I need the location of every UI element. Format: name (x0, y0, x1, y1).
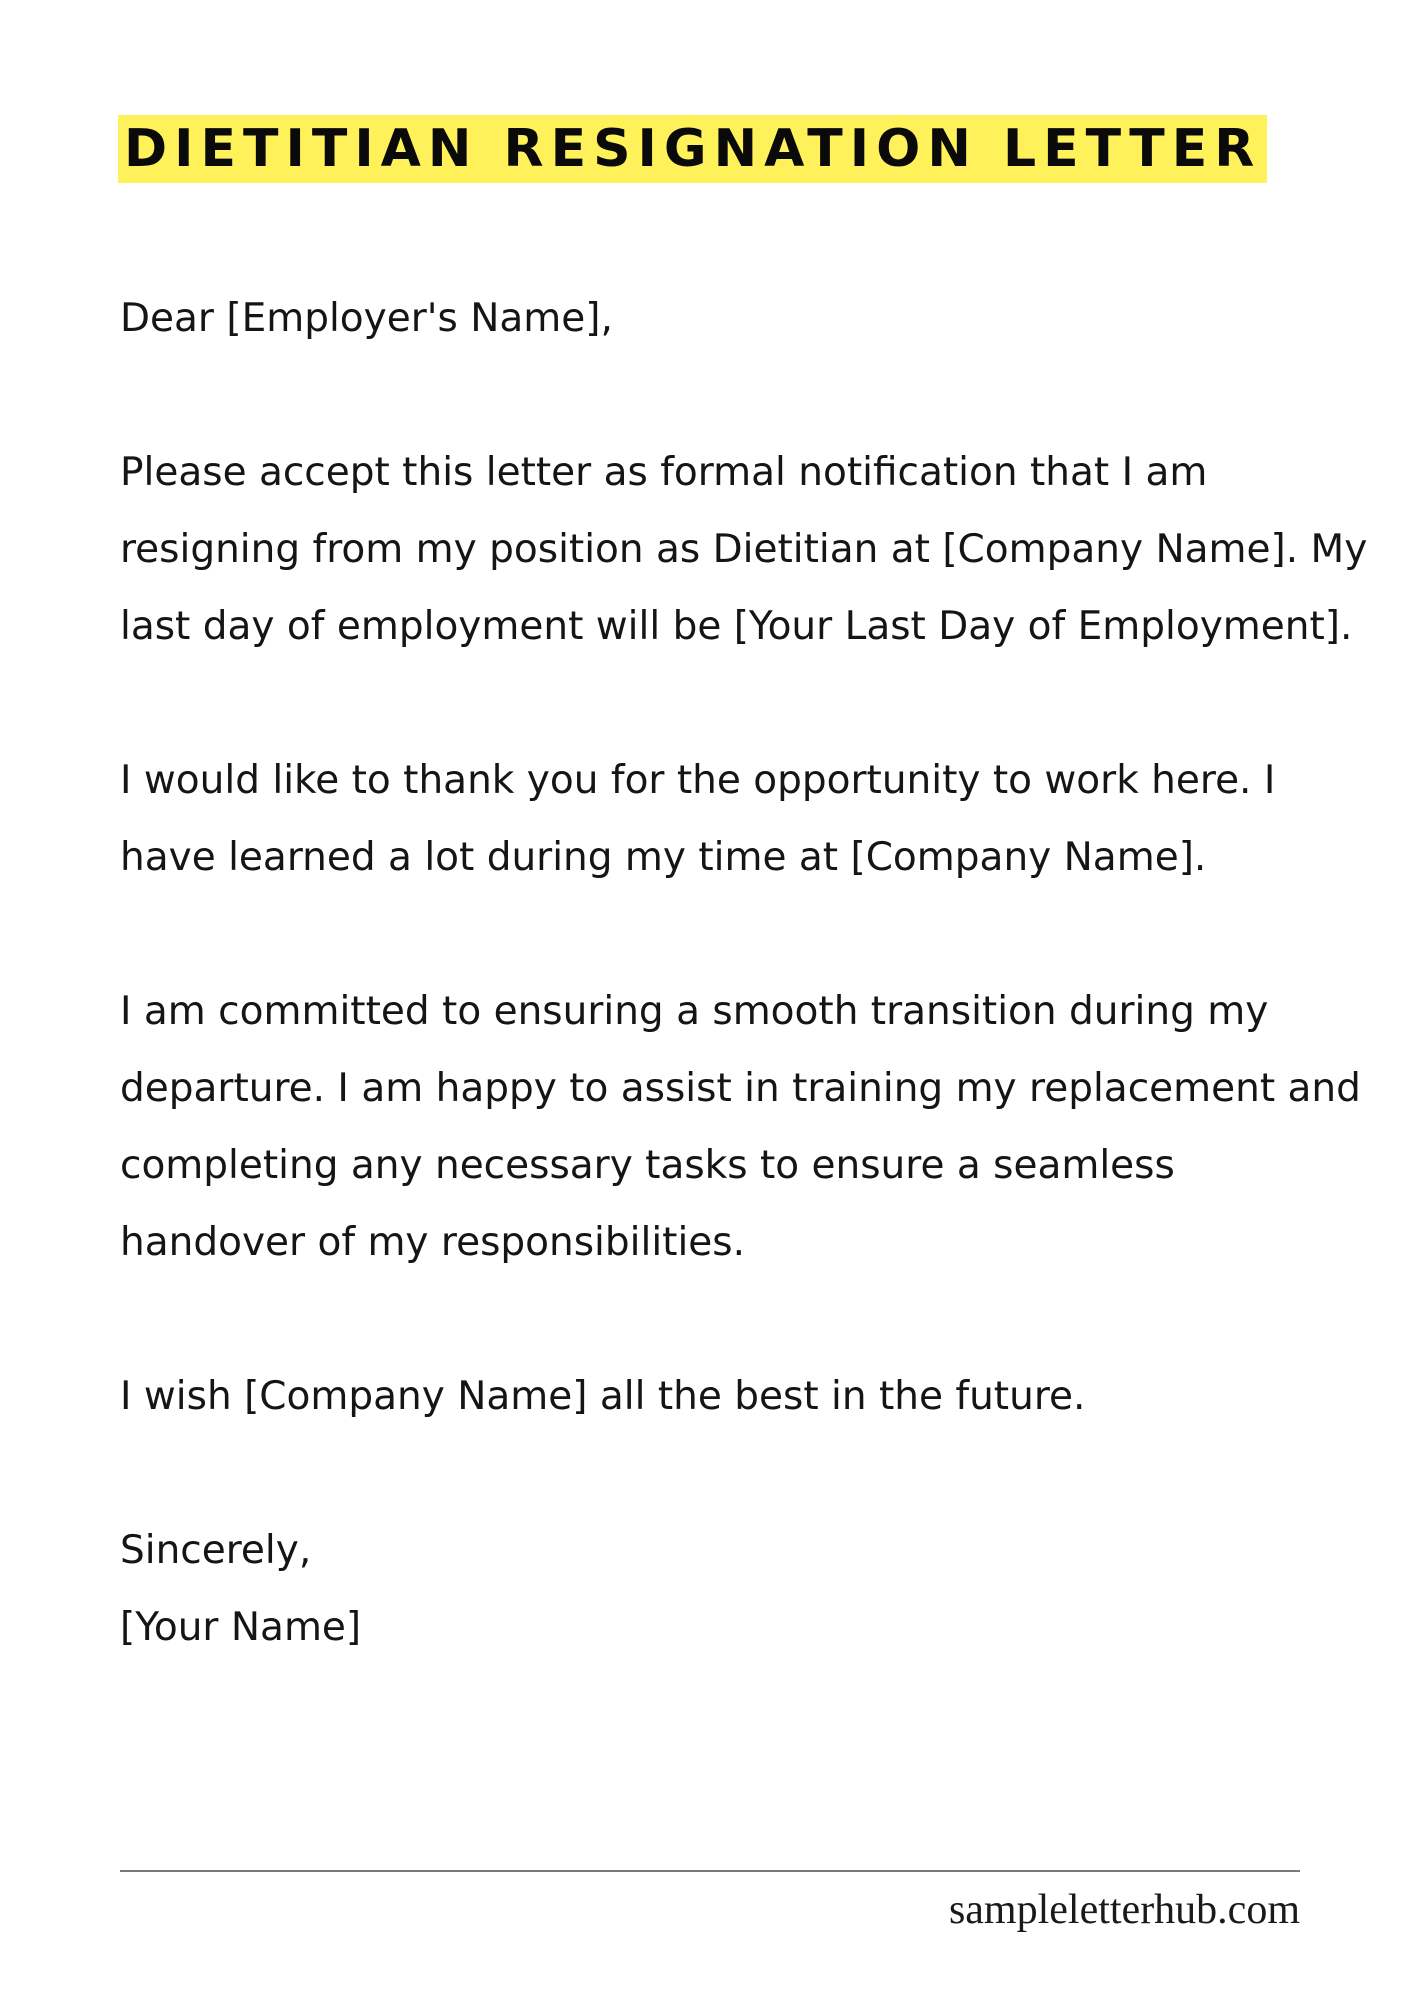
paragraph-notification: Please accept this letter as formal notification that I am resigning from my position as Dietitian at [Company Name]. My last day of employment will be [Your Last Day of Employment]. (120, 450, 1368, 649)
salutation: Dear [Employer's Name], (120, 296, 613, 341)
paragraph-thanks: I would like to thank you for the opportunity to work here. I have learned a lot during my time at [Company Name]. (120, 758, 1276, 880)
footer-website: sampleletterhub.com (948, 1887, 1300, 1933)
page-title: DIETITIAN RESIGNATION LETTER (124, 119, 1262, 179)
signature-name: [Your Name] (120, 1605, 362, 1650)
footer-divider (120, 1870, 1300, 1872)
paragraph-transition: I am committed to ensuring a smooth transition during my departure. I am happy to assist in training my replacement and completing any necessary tasks to ensure a seamless handover of my responsibilities. (120, 989, 1361, 1265)
paragraph-wishes: I wish [Company Name] all the best in the future. (120, 1374, 1086, 1419)
title-highlight (118, 115, 1267, 183)
letter-body (120, 280, 1370, 1666)
closing: Sincerely, (120, 1528, 312, 1573)
